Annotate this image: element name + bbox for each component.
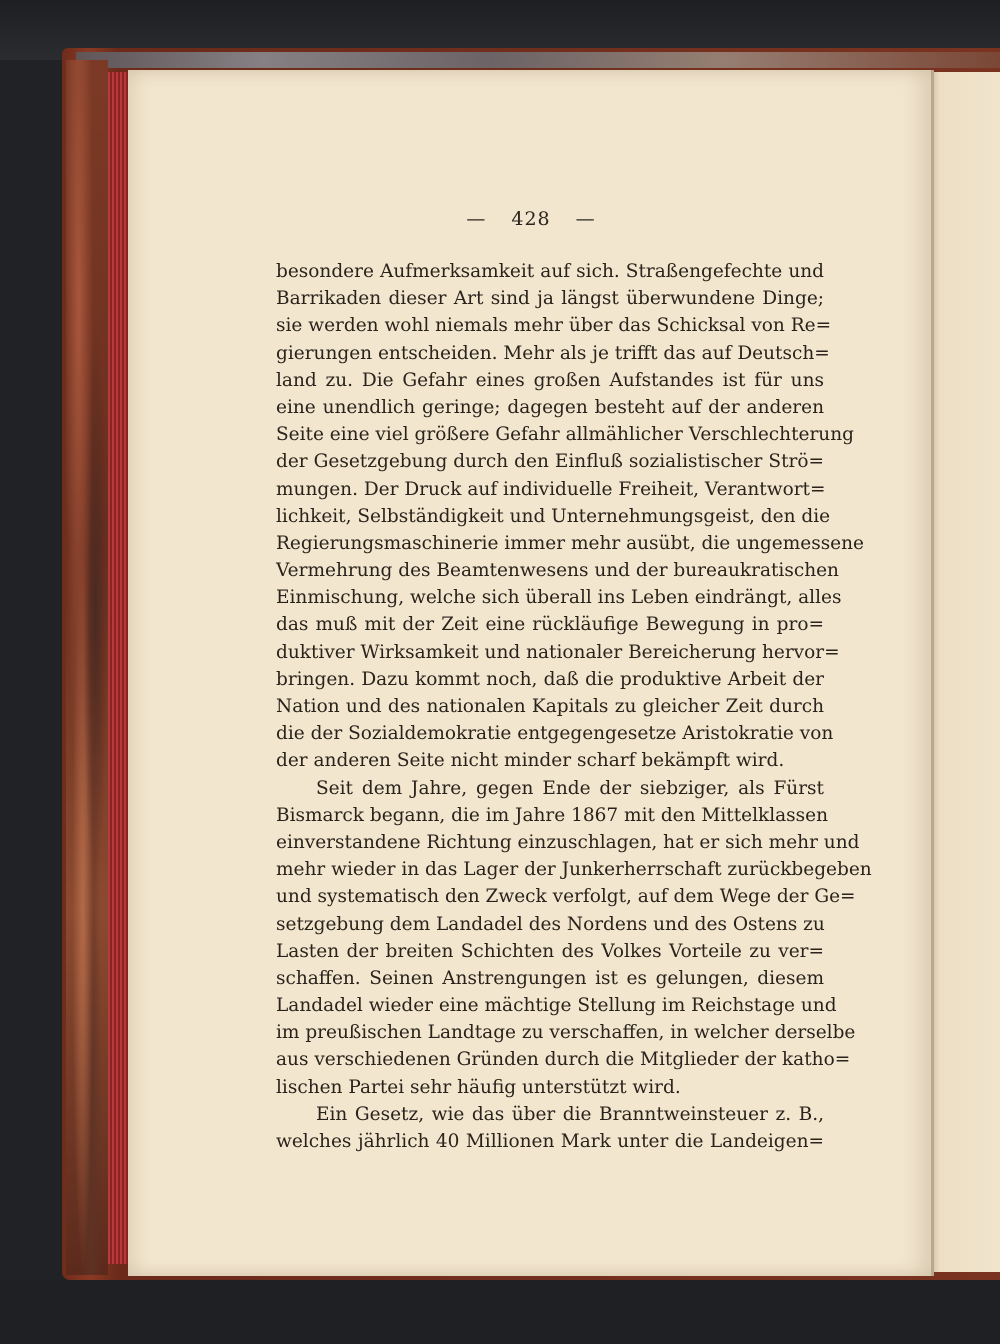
facing-page-edge <box>934 72 1000 1272</box>
text-line: im preußischen Landtage zu verschaffen, in welcher derselbe <box>276 1022 856 1044</box>
text-line: setzgebung dem Landadel des Nordens und des Ostens zu <box>276 913 825 935</box>
text-line: Ein Gesetz, wie das über die Branntweinsteuer z. B., <box>316 1103 824 1125</box>
text-line: lichkeit, Selbständigkeit und Unternehmungsgeist, den die <box>276 505 831 527</box>
text-line: Seite eine viel größere Gefahr allmählicher Verschlechterung <box>276 424 854 446</box>
text-line: der anderen Seite nicht minder scharf bekämpft wird. <box>276 750 785 772</box>
text-line: aus verschiedenen Gründen durch die Mitglieder der katho= <box>276 1049 851 1071</box>
text-line: land zu. Die Gefahr eines großen Aufstandes ist für uns <box>276 369 824 391</box>
text-line: eine unendlich geringe; dagegen besteht auf der anderen <box>276 396 824 418</box>
text-line: duktiver Wirksamkeit und nationaler Bereicherung hervor= <box>276 641 840 663</box>
text-line: Vermehrung des Beamtenwesens und der bureaukratischen <box>276 560 839 582</box>
text-line: sie werden wohl niemals mehr über das Schicksal von Re= <box>276 315 832 337</box>
text-line: mehr wieder in das Lager der Junkerherrschaft zurückbegeben <box>276 859 872 881</box>
text-line: welches jährlich 40 Millionen Mark unter die Landeigen= <box>276 1131 824 1152</box>
text-line: Lasten der breiten Schichten des Volkes Vorteile zu ver= <box>276 940 824 962</box>
text-line: Seit dem Jahre, gegen Ende der siebziger, als Fürst <box>316 777 824 799</box>
text-line: Bismarck begann, die im Jahre 1867 mit den Mittelklassen <box>276 804 829 826</box>
text-line: lischen Partei sehr häufig unterstützt wird. <box>276 1076 681 1098</box>
body-text <box>276 258 872 1155</box>
cover-top-strip <box>76 52 1000 68</box>
background-bottom <box>0 1280 1000 1344</box>
text-line: das muß mit der Zeit eine rückläufige Bewegung in pro= <box>276 614 824 636</box>
text-line: Nation und des nationalen Kapitals zu gleicher Zeit durch <box>276 696 824 717</box>
text-line: der Gesetzgebung durch den Einfluß sozialistischer Strö= <box>276 451 824 473</box>
text-line: Einmischung, welche sich überall ins Leben eindrängt, alles <box>276 587 842 609</box>
text-line: schaffen. Seinen Anstrengungen ist es gelungen, diesem <box>276 967 824 989</box>
page-number: 428 <box>511 208 551 230</box>
header-dash-left: — <box>466 208 487 230</box>
marbled-endpaper <box>66 60 108 1275</box>
text-line: Regierungsmaschinerie immer mehr ausübt, die ungemessene <box>276 532 864 554</box>
text-line: mungen. Der Druck auf individuelle Freiheit, Verantwort= <box>276 478 826 500</box>
text-line: gierungen entscheiden. Mehr als je trifft das auf Deutsch= <box>276 342 830 364</box>
page-edges <box>108 72 130 1264</box>
text-line: besondere Aufmerksamkeit auf sich. Straßengefechte und <box>276 261 824 282</box>
page-header <box>128 208 934 230</box>
text-line: bringen. Dazu kommt noch, daß die produktive Arbeit der <box>276 668 824 690</box>
text-line: die der Sozialdemokratie entgegengesetze Aristokratie von <box>276 723 834 745</box>
text-line: Barrikaden dieser Art sind ja längst überwundene Dinge; <box>276 288 824 310</box>
text-line: Landadel wieder eine mächtige Stellung im Reichstage und <box>276 995 837 1017</box>
header-dash-right: — <box>575 208 596 230</box>
text-line: und systematisch den Zweck verfolgt, auf dem Wege der Ge= <box>276 886 856 908</box>
text-line: einverstandene Richtung einzuschlagen, hat er sich mehr und <box>276 831 860 853</box>
